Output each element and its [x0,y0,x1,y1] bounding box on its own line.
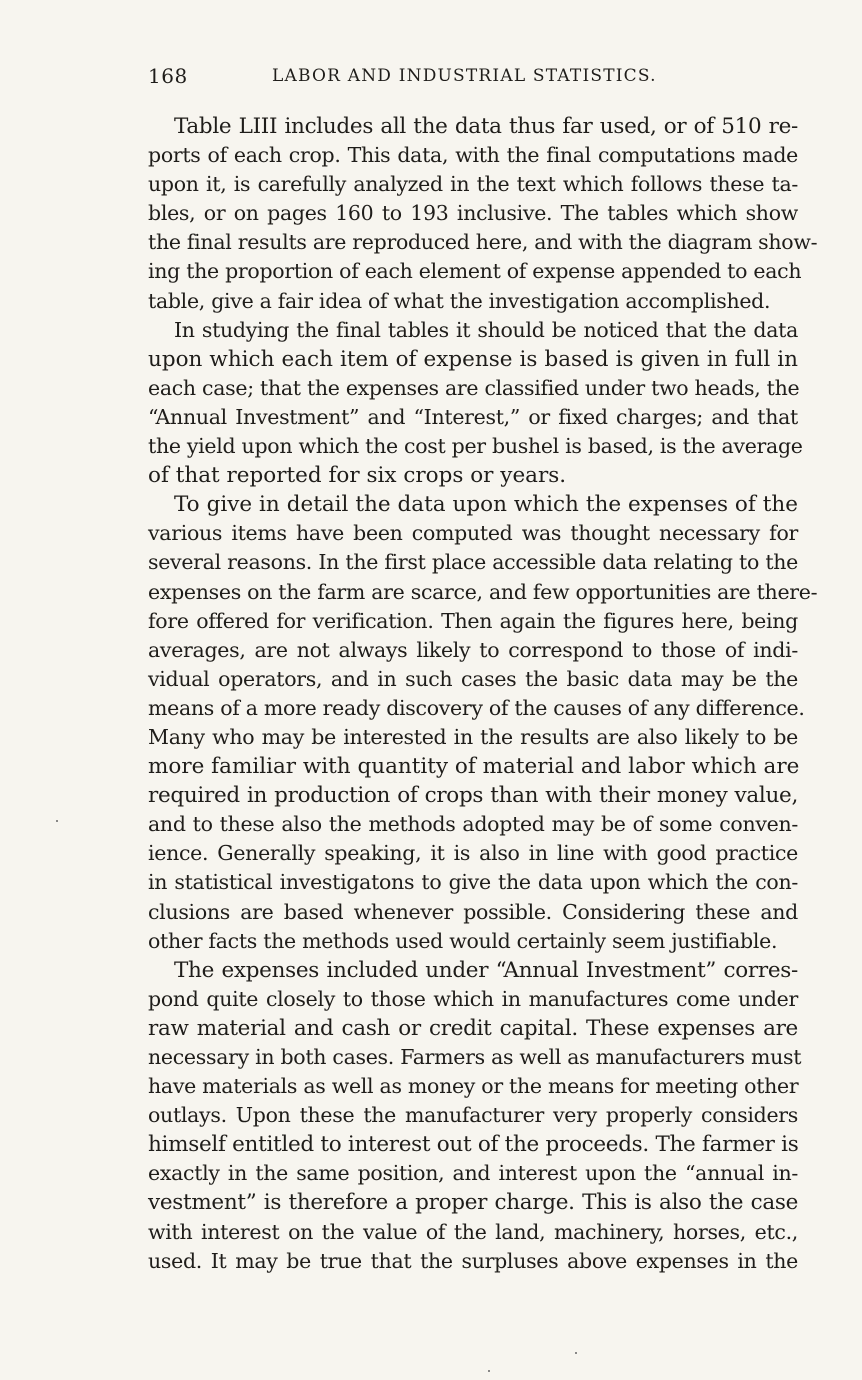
body-text [148,112,818,1276]
text-line: vestment” is therefore a proper charge. This is also the case [148,1190,798,1216]
text-line: used. It may be true that the surpluses above expenses in the [148,1248,798,1273]
text-line: upon which each item of expense is based is given in full in [148,346,798,372]
text-line: other facts the methods used would certainly seem justifiable. [148,928,778,953]
text-line: Many who may be interested in the results are also likely to be [148,724,798,749]
text-line: necessary in both cases. Farmers as well as manufacturers must [148,1045,802,1069]
text-line: of that reported for six crops or years. [148,463,567,489]
text-line: expenses on the farm are scarce, and few opportunities are there- [148,579,818,604]
scan-speck [575,1352,577,1354]
running-title: LABOR AND INDUSTRIAL STATISTICS. [272,66,657,86]
page-number: 168 [148,64,188,88]
text-line: ience. Generally speaking, it is also in line with good practice [148,841,798,866]
text-line: Table LIII includes all the data thus far used, or of 510 re- [174,114,798,139]
text-line: In studying the final tables it should be noticed that the data [174,317,798,342]
text-line: himself entitled to interest out of the proceeds. The farmer is [148,1132,799,1158]
text-line: raw material and cash or credit capital. These expenses are [148,1015,798,1041]
text-line: vidual operators, and in such cases the basic data may be the [148,666,798,691]
scan-speck [488,1370,490,1372]
text-line: “Annual Investment” and “Interest,” or fixed charges; and that [148,404,798,429]
page-header [148,64,798,94]
text-line: each case; that the expenses are classified under two heads, the [148,375,800,400]
text-line: various items have been computed was thought necessary for [148,521,798,546]
text-line: averages, are not always likely to correspond to those of indi- [148,637,798,662]
paragraph-2 [148,316,803,491]
text-line: several reasons. In the first place accessible data relating to the [148,550,798,575]
text-line: clusions are based whenever possible. Considering these and [148,899,798,924]
text-line: ing the proportion of each element of expense appended to each [148,259,802,284]
text-line: fore offered for verification. Then again the figures here, being [148,608,798,633]
text-line: with interest on the value of the land, machinery, horses, etc., [148,1219,798,1244]
text-line: and to these also the methods adopted may be of some conven- [148,812,798,837]
text-line: exactly in the same position, and interest upon the “annual in- [148,1161,798,1186]
paragraph-1 [148,112,818,316]
text-line: ports of each crop. This data, with the final computations made [148,143,798,168]
text-line: pond quite closely to those which in manufactures come under [148,986,798,1011]
text-line: The expenses included under “Annual Investment” corres- [174,957,798,983]
text-line: upon it, is carefully analyzed in the text which follows these ta- [148,172,798,197]
scan-speck [56,820,58,822]
text-line: means of a more ready discovery of the causes of any difference. [148,695,805,720]
paragraph-3 [148,490,818,956]
text-line: have materials as well as money or the means for meeting other [148,1074,799,1099]
text-line: the yield upon which the cost per bushel is based, is the average [148,434,803,459]
text-line: required in production of crops than with their money value, [148,783,798,809]
text-line: bles, or on pages 160 to 193 inclusive. The tables which show [148,201,798,226]
text-line: outlays. Upon these the manufacturer very properly considers [148,1103,798,1128]
text-line: the final results are reproduced here, and with the diagram show- [148,230,818,255]
text-line: in statistical investigatons to give the data upon which the con- [148,870,798,895]
text-line: more familiar with quantity of material and labor which are [148,754,800,780]
paragraph-4 [148,956,802,1276]
text-line: To give in detail the data upon which the expenses of the [174,492,798,518]
text-line: table, give a fair idea of what the investigation accomplished. [148,288,771,313]
